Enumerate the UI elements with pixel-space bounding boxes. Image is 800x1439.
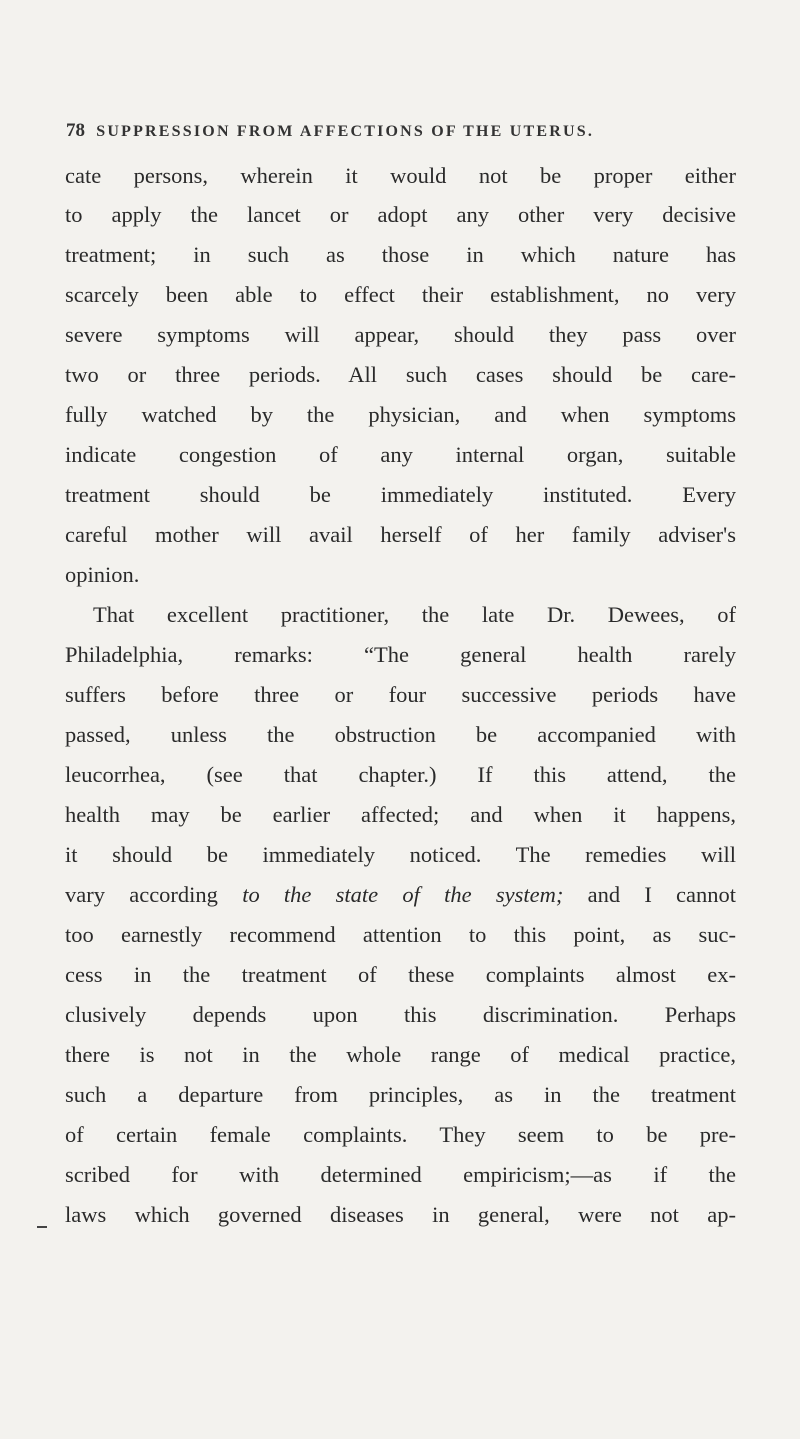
text-line: scribed for with determined empiricism;—as if the xyxy=(65,1162,736,1187)
text-line: two or three periods. All such cases should be care- xyxy=(65,362,736,387)
text-line-with-emphasis xyxy=(65,878,736,912)
text-line: cate persons, wherein it would not be proper either xyxy=(65,163,736,188)
text-line: leucorrhea, (see that chapter.) If this attend, the xyxy=(65,762,736,787)
text-run: and I cannot xyxy=(587,882,737,907)
text-line: there is not in the whole range of medical practice, xyxy=(65,1042,736,1067)
text-line: fully watched by the physician, and when symptoms xyxy=(65,402,736,427)
margin-mark xyxy=(37,1226,47,1228)
text-line: treatment should be immediately instituted. Every xyxy=(65,482,736,507)
text-run: vary according xyxy=(65,882,218,907)
text-line: indicate congestion of any internal organ, suitable xyxy=(65,442,736,467)
text-line: too earnestly recommend attention to this point, as suc- xyxy=(65,922,736,947)
text-line: health may be earlier affected; and when it happens, xyxy=(65,802,736,827)
text-line: opinion. xyxy=(65,562,140,587)
text-line: such a departure from principles, as in the treatment xyxy=(65,1082,736,1107)
running-title: SUPPRESSION FROM AFFECTIONS OF THE UTERUS. xyxy=(96,123,595,140)
text-line: cess in the treatment of these complaints almost ex- xyxy=(65,962,736,987)
text-line: it should be immediately noticed. The remedies will xyxy=(65,842,736,867)
text-line: That excellent practitioner, the late Dr. Dewees, of xyxy=(93,602,736,627)
text-line: suffers before three or four successive periods have xyxy=(65,682,736,707)
text-line: laws which governed diseases in general, were not ap- xyxy=(65,1202,736,1227)
text-line: careful mother will avail herself of her family adviser's xyxy=(65,522,736,547)
text-line: scarcely been able to effect their establishment, no very xyxy=(65,282,736,307)
text-line: of certain female complaints. They seem to be pre- xyxy=(65,1122,736,1147)
page-number: 78 xyxy=(66,120,85,141)
text-line: to apply the lancet or adopt any other very decisive xyxy=(65,202,736,227)
text-line: clusively depends upon this discrimination. Perhaps xyxy=(65,1002,736,1027)
text-line: passed, unless the obstruction be accompanied with xyxy=(65,722,736,747)
text-line: severe symptoms will appear, should they pass over xyxy=(65,322,736,347)
running-head xyxy=(66,116,726,146)
text-line: Philadelphia, remarks: “The general health rarely xyxy=(65,642,736,667)
text-line: treatment; in such as those in which nature has xyxy=(65,242,736,267)
emphasized-phrase: to the state of the system; xyxy=(242,882,564,907)
